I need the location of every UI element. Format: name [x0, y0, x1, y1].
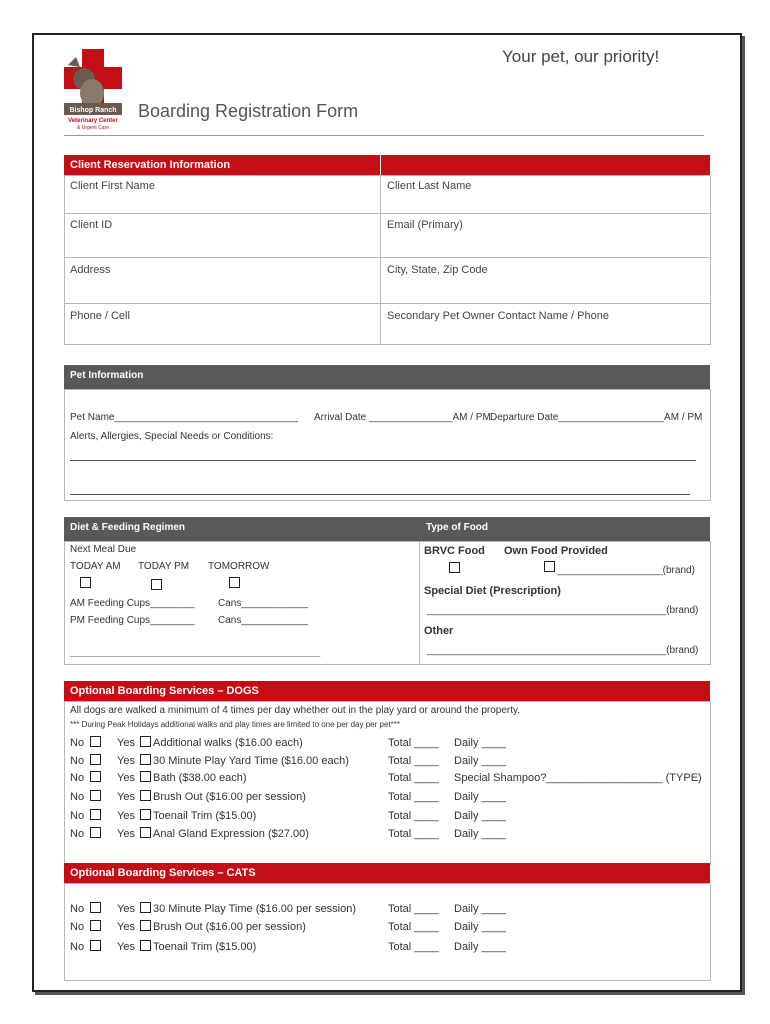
dog-no-label-4: No — [70, 791, 85, 803]
other-food-label: Other — [424, 625, 454, 637]
arrival-date-field[interactable]: Arrival Date _______________AM / PM — [314, 412, 491, 423]
today-am-label: TODAY AM — [70, 561, 121, 572]
client-last-name-field[interactable]: Client Last Name — [387, 180, 472, 192]
today-am-checkbox[interactable] — [80, 577, 91, 588]
tomorrow-label: TOMORROW — [208, 561, 270, 572]
dog-service-label-3: Bath ($38.00 each) — [153, 772, 247, 784]
dog-yes-label-5: Yes — [117, 810, 135, 822]
dog-no-label-2: No — [70, 755, 85, 767]
dog-yes-checkbox-3[interactable] — [140, 771, 151, 782]
diet-notes-line[interactable]: _____________________________________________ — [70, 647, 321, 658]
dog-total-field-6[interactable]: Total ____ — [388, 828, 439, 840]
dog-no-label-1: No — [70, 737, 85, 749]
pm-feeding-field[interactable]: PM Feeding Cups________ — [70, 615, 195, 626]
pet-table — [64, 389, 711, 501]
dog-no-checkbox-5[interactable] — [90, 809, 101, 820]
dogs-note-2: *** During Peak Holidays additional walks and play times are limited to one per day per pet*** — [70, 720, 400, 729]
dog-extra-field-4[interactable]: Daily ____ — [454, 791, 506, 803]
special-diet-brand-field[interactable]: ___________________________________________(brand) — [427, 605, 699, 616]
alerts-line-2[interactable] — [70, 494, 690, 495]
dog-yes-label-6: Yes — [117, 828, 135, 840]
dog-no-checkbox-1[interactable] — [90, 736, 101, 747]
food-section-header: Type of Food — [420, 517, 710, 541]
cat-yes-label-2: Yes — [117, 921, 135, 933]
pm-cans-field[interactable]: Cans____________ — [218, 615, 309, 626]
dogs-note-1: All dogs are walked a minimum of 4 times per day whether out in the play yard or around the property. — [70, 705, 521, 716]
today-pm-checkbox[interactable] — [151, 579, 162, 590]
dog-yes-checkbox-4[interactable] — [140, 790, 151, 801]
cat-service-label-3: Toenail Trim ($15.00) — [153, 941, 257, 953]
cat-extra-field-2[interactable]: Daily ____ — [454, 921, 506, 933]
today-pm-label: TODAY PM — [138, 561, 190, 572]
dog-total-field-4[interactable]: Total ____ — [388, 791, 439, 803]
dog-no-label-5: No — [70, 810, 85, 822]
am-feeding-field[interactable]: AM Feeding Cups________ — [70, 598, 195, 609]
cat-service-label-2: Brush Out ($16.00 per session) — [153, 921, 306, 933]
cat-yes-checkbox-1[interactable] — [140, 902, 151, 913]
tomorrow-checkbox[interactable] — [229, 577, 240, 588]
brvc-food-label: BRVC Food — [424, 545, 485, 557]
logo-text-3: & Urgent Care — [77, 125, 109, 131]
alerts-label: Alerts, Allergies, Special Needs or Conditions: — [70, 431, 274, 442]
dog-service-label-1: Additional walks ($16.00 each) — [153, 737, 303, 749]
cat-no-label-2: No — [70, 921, 85, 933]
dog-no-label-3: No — [70, 772, 85, 784]
client-first-name-field[interactable]: Client First Name — [70, 180, 155, 192]
cat-no-label-3: No — [70, 941, 85, 953]
dog-extra-field-5[interactable]: Daily ____ — [454, 810, 506, 822]
own-food-checkbox[interactable] — [544, 561, 555, 572]
email-field[interactable]: Email (Primary) — [387, 219, 463, 231]
dog-no-label-6: No — [70, 828, 85, 840]
dog-no-checkbox-6[interactable] — [90, 827, 101, 838]
dog-total-field-3[interactable]: Total ____ — [388, 772, 439, 784]
cat-no-checkbox-3[interactable] — [90, 940, 101, 951]
pet-section-header: Pet Information — [64, 365, 710, 389]
cat-yes-label-1: Yes — [117, 903, 135, 915]
dog-yes-label-2: Yes — [117, 755, 135, 767]
dog-no-checkbox-4[interactable] — [90, 790, 101, 801]
pet-name-field[interactable]: Pet Name_________________________________ — [70, 412, 298, 423]
dog-extra-field-1[interactable]: Daily ____ — [454, 737, 506, 749]
next-meal-label: Next Meal Due — [70, 544, 137, 555]
address-field[interactable]: Address — [70, 264, 111, 276]
cats-section-header: Optional Boarding Services – CATS — [64, 863, 710, 883]
cat-yes-checkbox-3[interactable] — [140, 940, 151, 951]
cat-no-checkbox-2[interactable] — [90, 920, 101, 931]
dog-extra-field-3[interactable]: Special Shampoo?___________________ (TYPE) — [454, 772, 702, 784]
dog-yes-label-4: Yes — [117, 791, 135, 803]
logo-cross-icon — [62, 49, 124, 137]
cat-total-field-1[interactable]: Total ____ — [388, 903, 439, 915]
tagline: Your pet, our priority! — [502, 47, 660, 66]
dog-yes-checkbox-6[interactable] — [140, 827, 151, 838]
alerts-line-1[interactable] — [70, 460, 696, 461]
dog-yes-checkbox-5[interactable] — [140, 809, 151, 820]
client-section-header: Client Reservation Information — [64, 155, 380, 175]
own-food-label: Own Food Provided — [504, 545, 608, 557]
cat-no-label-1: No — [70, 903, 85, 915]
client-section-header-right — [381, 155, 710, 175]
dog-extra-field-2[interactable]: Daily ____ — [454, 755, 506, 767]
cat-total-field-3[interactable]: Total ____ — [388, 941, 439, 953]
departure-date-field[interactable]: Departure Date___________________AM / PM — [490, 412, 703, 423]
city-state-zip-field[interactable]: City, State, Zip Code — [387, 264, 488, 276]
logo-text-2: Veterinary Center — [68, 118, 118, 124]
cat-extra-field-3[interactable]: Daily ____ — [454, 941, 506, 953]
secondary-contact-field[interactable]: Secondary Pet Owner Contact Name / Phone — [387, 310, 609, 322]
header-rule — [64, 135, 704, 136]
dogs-section-header: Optional Boarding Services – DOGS — [64, 681, 710, 701]
dog-yes-label-3: Yes — [117, 772, 135, 784]
brvc-food-checkbox[interactable] — [449, 562, 460, 573]
logo-text-1: Bishop Ranch — [69, 107, 117, 114]
dog-no-checkbox-2[interactable] — [90, 754, 101, 765]
client-id-field[interactable]: Client ID — [70, 219, 113, 231]
dog-service-label-6: Anal Gland Expression ($27.00) — [153, 828, 309, 840]
dog-service-label-5: Toenail Trim ($15.00) — [153, 810, 257, 822]
other-food-brand-field[interactable]: ___________________________________________(brand) — [427, 645, 699, 656]
cat-no-checkbox-1[interactable] — [90, 902, 101, 913]
special-diet-label: Special Diet (Prescription) — [424, 585, 561, 597]
dog-total-field-1[interactable]: Total ____ — [388, 737, 439, 749]
page-title: Boarding Registration Form — [138, 101, 359, 121]
cat-extra-field-1[interactable]: Daily ____ — [454, 903, 506, 915]
cat-yes-checkbox-2[interactable] — [140, 920, 151, 931]
diet-section-header: Diet & Feeding Regimen — [64, 517, 420, 541]
dog-yes-checkbox-2[interactable] — [140, 754, 151, 765]
cat-service-label-1: 30 Minute Play Time ($16.00 per session) — [153, 903, 356, 915]
dog-total-field-5[interactable]: Total ____ — [388, 810, 439, 822]
own-food-brand-field[interactable]: ___________________(brand) — [557, 565, 695, 576]
am-cans-field[interactable]: Cans____________ — [218, 598, 309, 609]
dog-total-field-2[interactable]: Total ____ — [388, 755, 439, 767]
cat-yes-label-3: Yes — [117, 941, 135, 953]
dog-service-label-2: 30 Minute Play Yard Time ($16.00 each) — [153, 755, 349, 767]
form-page — [32, 33, 742, 992]
dog-yes-label-1: Yes — [117, 737, 135, 749]
dog-no-checkbox-3[interactable] — [90, 771, 101, 782]
clinic-logo — [62, 49, 124, 137]
dog-yes-checkbox-1[interactable] — [140, 736, 151, 747]
phone-field[interactable]: Phone / Cell — [70, 310, 130, 322]
dog-extra-field-6[interactable]: Daily ____ — [454, 828, 506, 840]
cat-total-field-2[interactable]: Total ____ — [388, 921, 439, 933]
dog-service-label-4: Brush Out ($16.00 per session) — [153, 791, 306, 803]
